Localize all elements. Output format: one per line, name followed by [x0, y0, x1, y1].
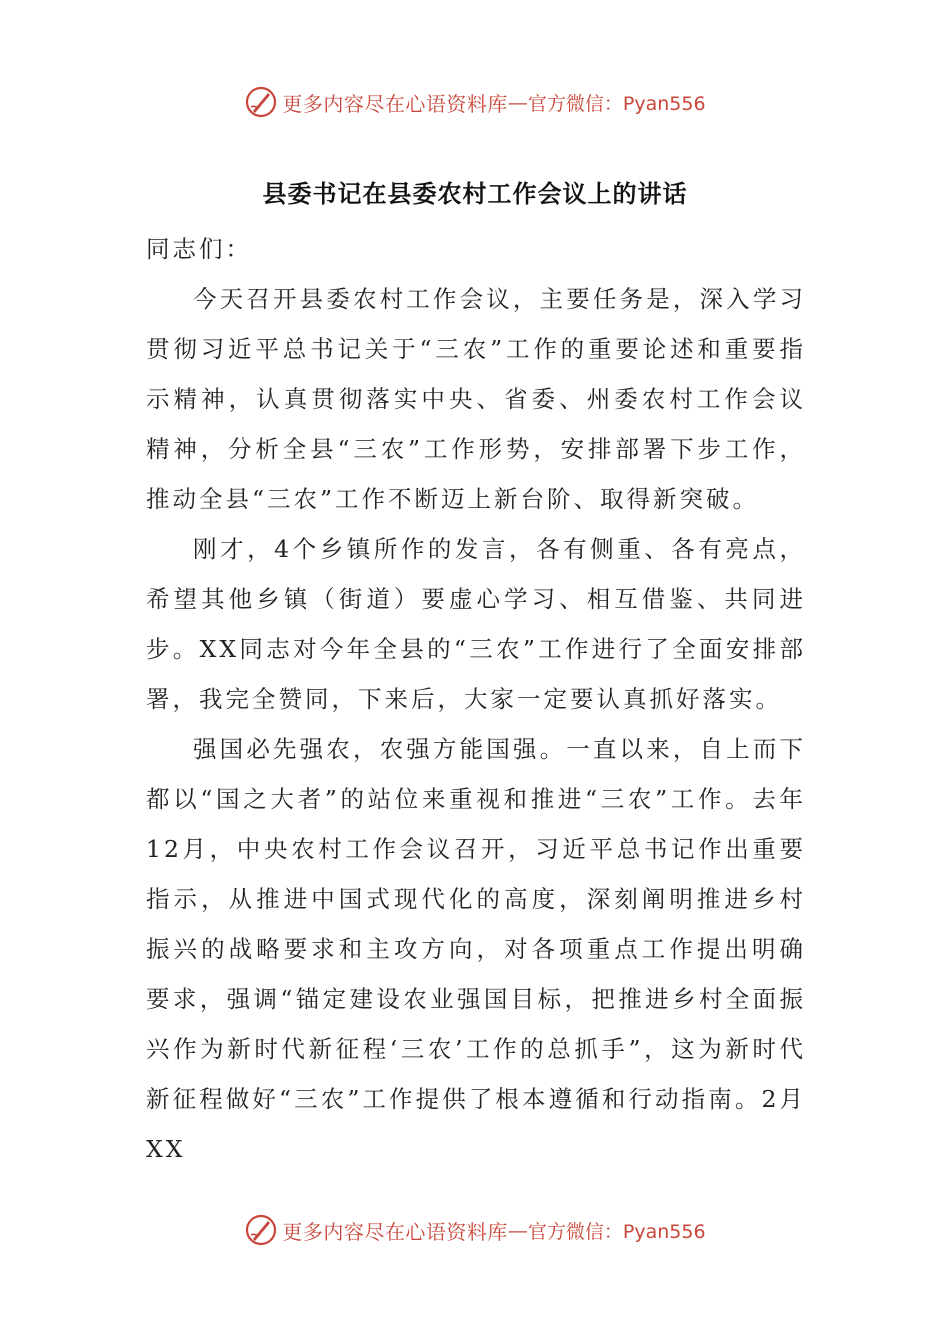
document-body — [146, 224, 806, 1174]
banner-wechat: 官方微信：Pyan556 — [527, 1220, 706, 1243]
banner-text: 更多内容尽在心语资料库 — [282, 1219, 508, 1244]
paragraph-2: 刚才，4个乡镇所作的发言，各有侧重、各有亮点，希望其他乡镇（街道）要虚心学习、相互借鉴、共同进步。XX同志对今年全县的“三农”工作进行了全面安排部署，我完全赞同，下来后，大家一定要认真抓好落实。 — [146, 535, 806, 713]
paragraph-3: 强国必先强农，农强方能国强。一直以来，自上而下都以“国之大者”的站位来重视和推进“三农”工作。去年12月，中央农村工作会议召开，习近平总书记作出重要指示，从推进中国式现代化的高度，深刻阐明推进乡村振兴的战略要求和主攻方向，对各项重点工作提出明确要求，强调“锚定建设农业强国目标，把推进乡村全面振兴作为新时代新征程‘三农’工作的总抓手”，这为新时代新征程做好“三农”工作提供了根本遵循和行动指南。2月XX — [146, 735, 806, 1163]
salutation: 同志们： — [146, 235, 252, 263]
document-title: 县委书记在县委农村工作会议上的讲话 — [262, 180, 688, 208]
banner-dash: — — [507, 90, 528, 114]
footer-banner — [0, 1208, 950, 1252]
quill-pen-logo-icon — [244, 1213, 278, 1247]
header-banner — [0, 80, 950, 124]
banner-dash: — — [507, 1218, 528, 1242]
banner-text: 更多内容尽在心语资料库 — [282, 91, 508, 116]
paragraph-1: 今天召开县委农村工作会议，主要任务是，深入学习贯彻习近平总书记关于“三农”工作的重要论述和重要指示精神，认真贯彻落实中央、省委、州委农村工作会议精神，分析全县“三农”工作形势，安排部署下步工作，推动全县“三农”工作不断迈上新台阶、取得新突破。 — [146, 285, 806, 513]
banner-wechat: 官方微信：Pyan556 — [527, 92, 706, 115]
quill-pen-logo-icon — [244, 85, 278, 119]
